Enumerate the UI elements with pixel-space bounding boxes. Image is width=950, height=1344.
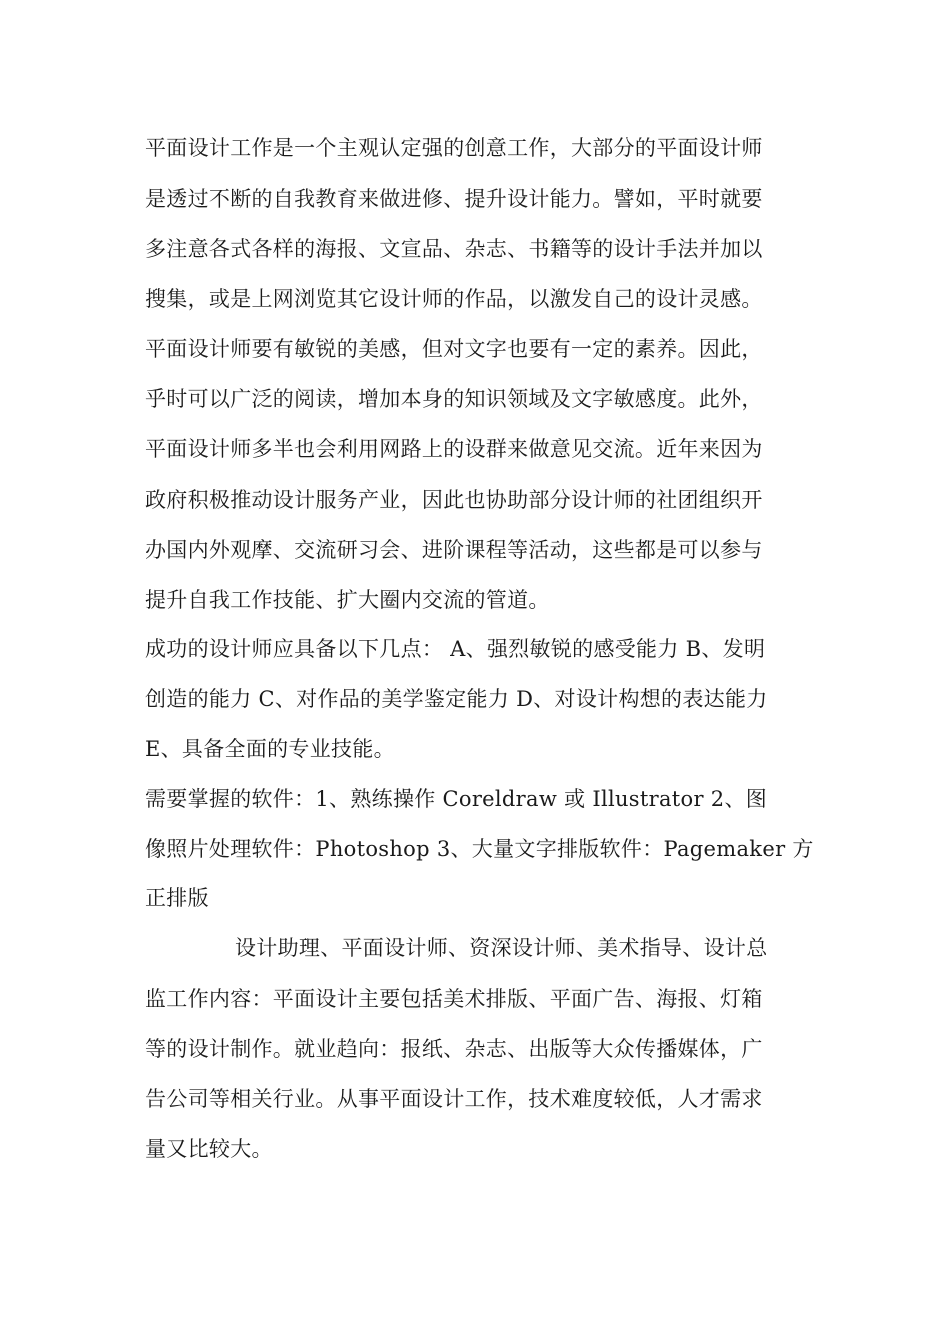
paragraph-1-line-1: 平面设计工作是一个主观认定强的创意工作，大部分的平面设计师 xyxy=(145,136,763,160)
paragraph-3-line-3: E、具备全面的专业技能。 xyxy=(145,737,395,761)
paragraph-2-line-5: 办国内外观摩、交流研习会、进阶课程等活动，这些都是可以参与 xyxy=(145,538,763,562)
paragraph-2-line-3: 平面设计师多半也会利用网路上的设群来做意见交流。近年来因为 xyxy=(145,437,763,461)
paragraph-5-line-3: 等的设计制作。就业趋向：报纸、杂志、出版等大众传播媒体，广 xyxy=(145,1037,763,1061)
paragraph-5-line-2: 监工作内容：平面设计主要包括美术排版、平面广告、海报、灯箱 xyxy=(145,987,763,1011)
paragraph-4-line-3: 正排版 xyxy=(145,886,209,910)
paragraph-1-line-2: 是透过不断的自我教育来做进修、提升设计能力。譬如，平时就要 xyxy=(145,187,763,211)
paragraph-4-line-1: 需要掌握的软件：1、熟练操作 Coreldraw 或 Illustrator 2、图 xyxy=(145,787,768,811)
paragraph-4-line-2: 像照片处理软件：Photoshop 3、大量文字排版软件：Pagemaker 方 xyxy=(145,837,814,861)
paragraph-3-line-1: 成功的设计师应具备以下几点： A、强烈敏锐的感受能力 B、发明 xyxy=(145,637,766,661)
paragraph-3-line-2: 创造的能力 C、对作品的美学鉴定能力 D、对设计构想的表达能力 xyxy=(145,687,768,711)
paragraph-2-line-6: 提升自我工作技能、扩大圈内交流的管道。 xyxy=(145,588,550,612)
paragraph-5-line-4: 告公司等相关行业。从事平面设计工作，技术难度较低，人才需求 xyxy=(145,1087,763,1111)
paragraph-1-line-4: 搜集，或是上网浏览其它设计师的作品，以激发自己的设计灵感。 xyxy=(145,287,763,311)
paragraph-2-line-4: 政府积极推动设计服务产业，因此也协助部分设计师的社团组织开 xyxy=(145,488,763,512)
paragraph-1-line-3: 多注意各式各样的海报、文宣品、杂志、书籍等的设计手法并加以 xyxy=(145,237,763,261)
paragraph-5-line-5: 量又比较大。 xyxy=(145,1137,273,1161)
paragraph-5-line-1: 设计助理、平面设计师、资深设计师、美术指导、设计总 xyxy=(235,936,768,960)
paragraph-2-line-2: 乎时可以广泛的阅读，增加本身的知识领域及文字敏感度。此外， xyxy=(145,387,763,411)
paragraph-2-line-1: 平面设计师要有敏锐的美感，但对文字也要有一定的素养。因此， xyxy=(145,337,763,361)
